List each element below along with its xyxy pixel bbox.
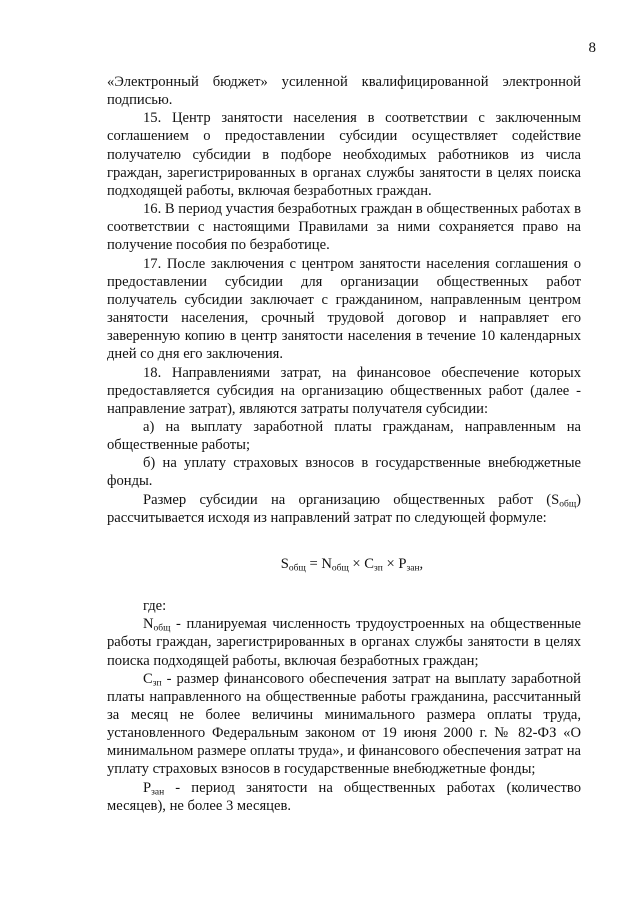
paragraph-17: 17. После заключения с центром занятости населения соглашения о предоставлении субсидии для организации общественных работ получатель субсидии заключает с гражданином, направленным центром занятости населения, срочный трудовой договор и направляет его заверенную копию в центр занятости населения в течение 10 календарных дней со дня его заключения. xyxy=(107,255,581,363)
formula-p-sub: зан xyxy=(406,563,420,574)
formula-n-sub: общ xyxy=(331,563,349,574)
formula-eq: = xyxy=(305,555,322,572)
def-n-sub: общ xyxy=(153,623,171,634)
def-n-text: - планируемая численность трудоустроенных на общественные работы граждан, зарегистрированных в органах службы занятости в целях поиска подходящей работы, включая безработных граждан; xyxy=(107,616,581,669)
intro-text-end: ) рассчитывается исходя из направлений затрат по следующей формуле: xyxy=(107,491,581,526)
formula-n: N xyxy=(321,555,332,572)
formula-end: , xyxy=(419,555,424,572)
definition-c xyxy=(107,670,581,779)
intro-text: Размер субсидии на организацию общественных работ (S xyxy=(143,491,560,508)
list-item-a: а) на выплату заработной платы гражданам, направленным на общественные работы; xyxy=(107,418,581,454)
document-body xyxy=(107,73,581,815)
formula-s: S xyxy=(280,555,289,572)
list-item-b: б) на уплату страховых взносов в государственные внебюджетные фонды. xyxy=(107,455,581,490)
page-number: 8 xyxy=(588,40,596,56)
subsidy-size-intro xyxy=(107,491,581,527)
def-p-text: - период занятости на общественных работах (количество месяцев), не более 3 месяцев. xyxy=(107,779,581,814)
intro-subscript: общ xyxy=(559,498,577,509)
formula-p: P xyxy=(398,555,407,572)
def-p-symbol: P xyxy=(143,779,152,796)
def-c-symbol: C xyxy=(143,670,153,687)
formula-c-sub: зп xyxy=(374,563,383,574)
def-n-symbol: N xyxy=(143,616,154,633)
def-p-sub: зан xyxy=(151,786,165,797)
paragraph-15: 15. Центр занятости населения в соответствии с заключенным соглашением о предоставлении субсидии осуществляет содействие получателю субсидии в подборе необходимых работников из числа граждан, зарегистрированных в органах службы занятости в целях поиска подходящей работы, включая безработных граждан. xyxy=(107,110,581,199)
definition-p xyxy=(107,779,581,815)
formula-c: C xyxy=(364,555,375,572)
def-c-sub: зп xyxy=(152,678,162,689)
paragraph-16: 16. В период участия безработных граждан в общественных работах в соответствии с настоящими Правилами за ними сохраняется право на получение пособия по безработице. xyxy=(107,201,581,254)
where-label: где: xyxy=(143,598,167,615)
paragraph-continuation: «Электронный бюджет» усиленной квалифицированной электронной подписью. xyxy=(107,74,581,109)
formula-times-2: × xyxy=(382,555,399,572)
def-c-text: - размер финансового обеспечения затрат на выплату заработной платы направленного на общественные работы гражданина, рассчитанный за месяц не более величины минимального размера оплаты труда, установленного Федеральным законом от 19 июня 2000 г. № 82-ФЗ «О минимальном размере оплаты труда», и финансового обеспечения затрат на уплату страховых взносов в государственные внебюджетные фонды; xyxy=(107,670,581,778)
formula-times-1: × xyxy=(348,555,365,572)
formula xyxy=(107,555,581,573)
formula-s-sub: общ xyxy=(288,563,306,574)
definition-n xyxy=(107,615,581,669)
paragraph-18: 18. Направлениями затрат, на финансовое обеспечение которых предоставляется субсидия на организацию общественных работ (далее - направление затрат), являются затраты получателя субсидии: xyxy=(107,364,581,417)
